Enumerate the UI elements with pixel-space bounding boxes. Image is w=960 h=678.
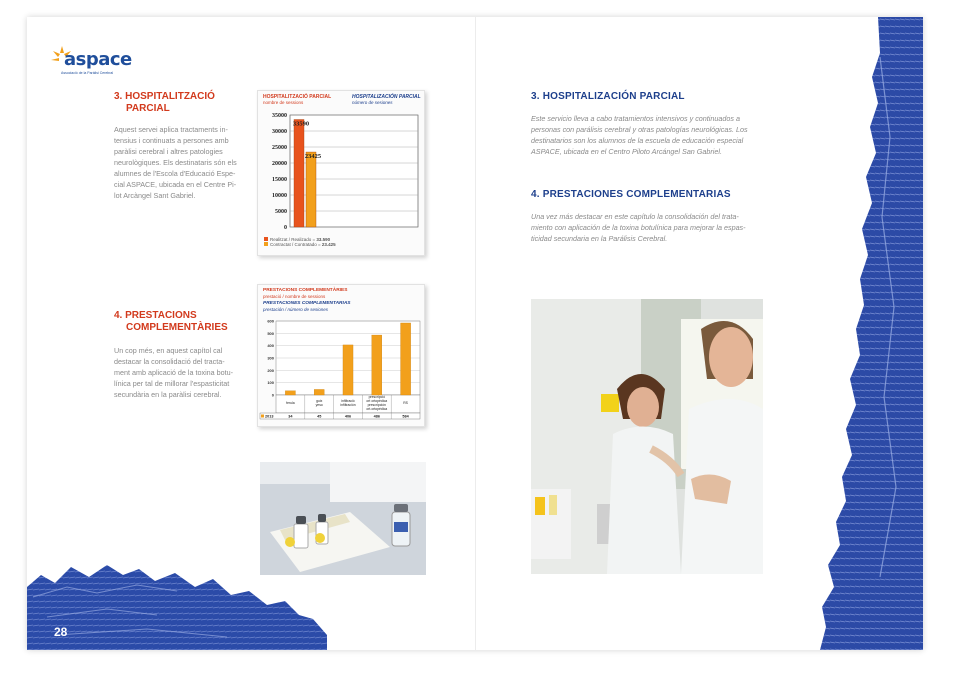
vials-image xyxy=(260,462,426,575)
bar-value-label: 45 xyxy=(317,414,322,419)
y-tick-label: 0 xyxy=(271,392,274,398)
brochure-spread xyxy=(27,17,923,650)
y-tick-label: 0 xyxy=(284,225,287,231)
value-table-row xyxy=(260,413,420,419)
blue-brush-decoration-right xyxy=(820,17,923,650)
section-3-title-es: 3. HOSPITALIZACIÓN PARCIAL xyxy=(531,91,685,102)
section-4-body-es xyxy=(531,211,767,244)
body-line: cial ASPACE, ubicada en el Centre Pi- xyxy=(114,180,237,189)
section-4-title-ca xyxy=(114,310,228,334)
body-line: tensius i continuats a persones amb xyxy=(114,136,229,145)
y-tick-label: 10000 xyxy=(272,193,287,199)
category-label: RS xyxy=(403,401,408,405)
y-tick-label: 30000 xyxy=(272,129,287,135)
right-page xyxy=(475,17,923,650)
title-line: COMPLEMENTÀRIES xyxy=(126,322,228,333)
body-line: alumnes de l'Escola d'Educació Espe- xyxy=(114,169,236,178)
bar-4 xyxy=(401,323,411,395)
body-line: personas con parálisis cerebral y otras patologías neurológicas. Los xyxy=(531,125,748,134)
chart-subtitle-es: prestación / número de sesiones xyxy=(263,307,329,312)
title-line: 4. PRESTACIONS xyxy=(114,310,197,321)
body-line: Un cop més, en aquest capítol cal xyxy=(114,346,223,355)
body-line: neurològiques. Els destinataris són els xyxy=(114,158,237,167)
medical-staff-photo xyxy=(531,299,763,574)
bar-3 xyxy=(372,335,382,395)
bar-0 xyxy=(285,391,295,395)
chart-title-ca: HOSPITALITZACIÓ PARCIAL xyxy=(263,94,332,100)
category-label: infiltració xyxy=(341,399,355,403)
legend-label: Contractat / Contratado = xyxy=(270,242,321,247)
legend-swatch xyxy=(261,415,264,418)
left-page xyxy=(27,17,475,650)
page-number: 28 xyxy=(54,625,68,639)
y-tick-label: 300 xyxy=(267,355,274,361)
title-line: PARCIAL xyxy=(126,103,170,114)
bar-value-label: 33590 xyxy=(292,120,310,128)
hospitalization-bar-chart xyxy=(258,107,426,237)
body-line: ASPACE, ubicada en el Centro Piloto Arcángel San Gabriel. xyxy=(531,147,722,156)
series-label: 2013 xyxy=(265,414,274,419)
y-tick-label: 5000 xyxy=(275,209,287,215)
section-4-body-ca xyxy=(114,345,248,400)
category-label: prescripció xyxy=(368,395,386,399)
bar-value-label: 486 xyxy=(373,414,380,419)
section-3-title-ca xyxy=(114,91,215,115)
bar-2 xyxy=(343,345,353,395)
body-line: ticidad secundaria en la Parálisis Cerebral. xyxy=(531,234,668,243)
bar-contractat xyxy=(306,152,316,227)
body-line: miento con aplicación de la toxina botulínica para mejorar la espas- xyxy=(531,223,746,232)
chart-subtitle-es: número de sesiones xyxy=(352,100,393,105)
legend-label: Realitzat / Realizado = xyxy=(270,237,316,242)
chart-title-es: HOSPITALIZACIÓN PARCIAL xyxy=(352,94,421,100)
chart-subtitle-ca: nombre de sessions xyxy=(263,100,304,105)
category-label: infiltración xyxy=(340,403,356,407)
category-label: ort.ortopédica xyxy=(366,407,388,411)
y-tick-label: 25000 xyxy=(272,145,287,151)
chart-legend xyxy=(264,237,336,247)
body-line: destinatarios son los alumnos de la escuela de educación especial xyxy=(531,136,744,145)
bar-value-label: 406 xyxy=(344,414,352,419)
category-label: ferula xyxy=(286,401,295,405)
y-tick-label: 400 xyxy=(267,343,274,349)
complementary-services-chart xyxy=(257,284,425,427)
hospitalization-chart xyxy=(257,90,425,256)
body-line: secundària en la paràlisi cerebral. xyxy=(114,390,222,399)
body-line: destacar la consolidació del tracta- xyxy=(114,357,225,366)
y-tick-label: 15000 xyxy=(272,177,287,183)
bar-value-label: 34 xyxy=(288,414,293,419)
y-tick-label: 35000 xyxy=(272,113,287,119)
section-4-title-es: 4. PRESTACIONES COMPLEMENTARIAS xyxy=(531,189,731,200)
legend-item-contractat xyxy=(264,242,336,247)
category-label: ort ortopèdica xyxy=(366,399,388,403)
category-label: guix xyxy=(316,399,323,403)
logo-subtitle: Associació de la Paràlisi Cerebral xyxy=(61,71,114,75)
body-line: paràlisi cerebral i altres patologies xyxy=(114,147,223,156)
category-label: yeso xyxy=(315,403,323,407)
category-label: prescripción xyxy=(367,403,386,407)
aspace-logo xyxy=(49,43,132,83)
bar-value-label: 23425 xyxy=(304,153,322,161)
section-3-body-ca xyxy=(114,124,248,201)
y-tick-label: 20000 xyxy=(272,161,287,167)
bar-value-label: 584 xyxy=(402,414,409,419)
chart-subtitle-ca: prestació / nombre de sessions xyxy=(263,294,326,299)
chart-title-es: PRESTACIONES COMPLEMENTARIAS xyxy=(263,301,351,306)
bar-realitzat xyxy=(294,120,304,227)
bar-1 xyxy=(314,389,324,395)
body-line: Aquest servei aplica tractaments in- xyxy=(114,125,228,134)
legend-swatch xyxy=(264,237,268,241)
body-line: lot Arcàngel Sant Gabriel. xyxy=(114,191,196,200)
title-line: 3. HOSPITALITZACIÓ xyxy=(114,91,215,102)
legend-swatch xyxy=(264,242,268,246)
body-line: línica per tal de millorar l'espasticitat xyxy=(114,379,230,388)
legend-value: 23.425 xyxy=(321,242,336,247)
medical-staff-image xyxy=(531,299,763,574)
complementary-bar-chart xyxy=(258,315,426,427)
body-line: ment amb aplicació de la toxina botu- xyxy=(114,368,234,377)
body-line: Este servicio lleva a cabo tratamientos intensivos y continuados a xyxy=(531,114,740,123)
vials-photo xyxy=(260,462,426,575)
logo-wordmark: aspace xyxy=(64,49,132,70)
legend-value: 33.590 xyxy=(316,237,331,242)
y-tick-label: 200 xyxy=(267,367,274,373)
chart-title-ca: PRESTACIONS COMPLEMENTÀRIES xyxy=(263,288,348,293)
y-tick-label: 500 xyxy=(267,330,274,336)
y-tick-label: 100 xyxy=(267,380,274,386)
y-tick-label: 600 xyxy=(267,318,274,324)
body-line: Una vez más destacar en este capítulo la consolidación del trata- xyxy=(531,212,739,221)
section-3-body-es xyxy=(531,113,767,157)
